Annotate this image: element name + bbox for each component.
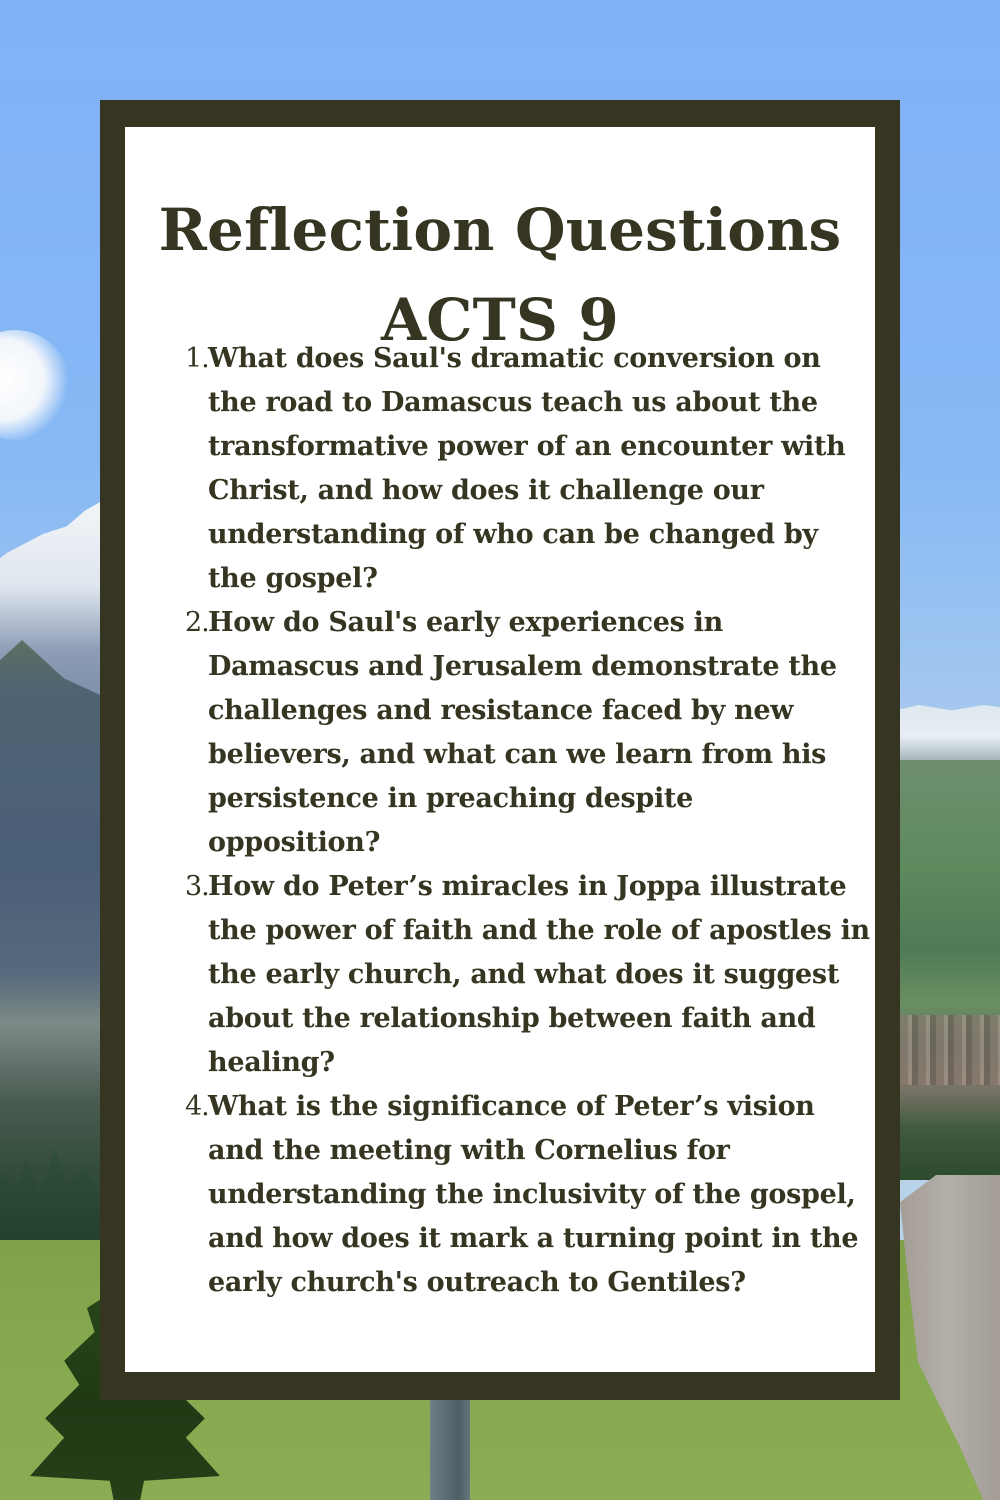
question-item bbox=[180, 865, 870, 1085]
sign-card bbox=[125, 127, 875, 1372]
question-list bbox=[180, 337, 870, 1305]
sign-frame bbox=[100, 100, 900, 1400]
question-text: How do Peter’s miracles in Joppa illustrate the power of faith and the role of apostles in the early church, and what does it suggest about the relationship between faith and healing? bbox=[208, 871, 870, 1078]
title-line-2: ACTS 9 bbox=[381, 286, 619, 354]
question-number: 2. bbox=[185, 607, 209, 638]
question-number: 3. bbox=[185, 871, 209, 902]
question-text: How do Saul's early experiences in Damascus and Jerusalem demonstrate the challenges and resistance faced by new believers, and what can we learn from his persistence in preaching despite opposition? bbox=[208, 607, 837, 858]
question-number: 1. bbox=[185, 343, 209, 374]
question-number: 4. bbox=[185, 1091, 209, 1122]
title-line-1: Reflection Questions bbox=[158, 196, 842, 264]
question-item bbox=[180, 1085, 870, 1305]
question-item bbox=[180, 601, 870, 865]
signpost-pole bbox=[430, 1395, 470, 1500]
question-text: What does Saul's dramatic conversion on the road to Damascus teach us about the transformative power of an encounter with Christ, and how does it challenge our understanding of who can be changed by the gospel? bbox=[208, 343, 846, 594]
question-text: What is the significance of Peter’s vision and the meeting with Cornelius for understanding the inclusivity of the gospel, and how does it mark a turning point in the early church's outreach to Gentiles? bbox=[208, 1091, 859, 1298]
question-item bbox=[180, 337, 870, 601]
village bbox=[900, 1015, 1000, 1085]
